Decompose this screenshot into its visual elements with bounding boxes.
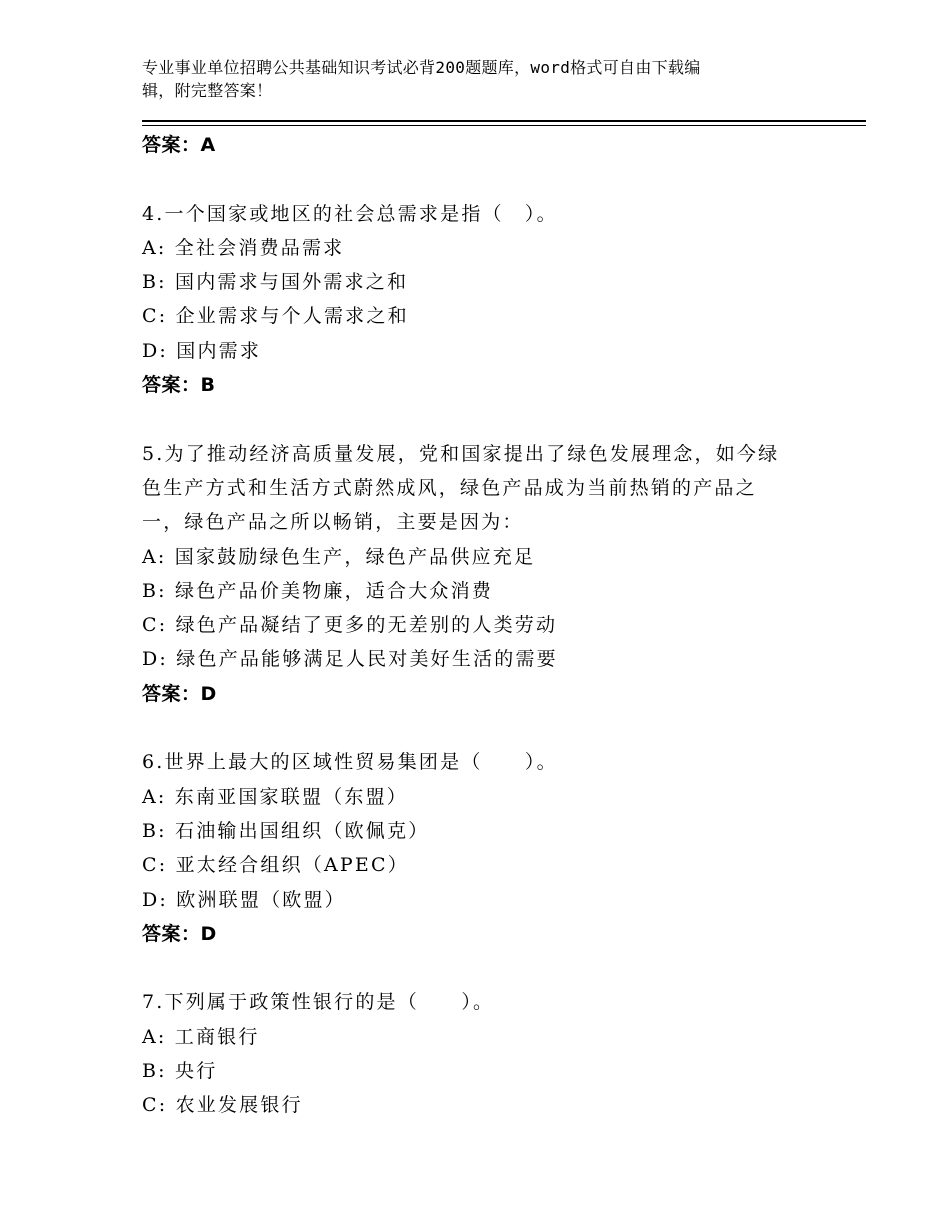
header-line-2: 辑，附完整答案！ [142,81,273,100]
answer: 答案：D [142,922,217,945]
option-c: C: 企业需求与个人需求之和 [142,305,409,328]
spacer [142,162,812,196]
question-7 [142,985,812,1122]
option-d: D: 国内需求 [142,339,262,362]
spacer [142,951,812,985]
question-stem: 5.为了推动经济高质量发展，党和国家提出了绿色发展理念，如今绿 [142,442,780,465]
option-c: C: 亚太经合组织（APEC） [142,854,409,877]
option-b: B: 绿色产品价美物廉，适合大众消费 [142,579,494,602]
header-line-1: 专业事业单位招聘公共基础知识考试必背200题题库，word格式可自由下载编 [142,58,701,77]
header-rule-thick [142,120,866,122]
answer: 答案：D [142,682,217,705]
spacer [142,402,812,436]
answer-previous: 答案：A [142,134,216,156]
question-4 [142,197,812,403]
question-list [142,128,812,1123]
header-rule-thin [142,125,866,126]
option-d: D: 绿色产品能够满足人民对美好生活的需要 [142,648,558,671]
question-stem: 6.世界上最大的区域性贸易集团是（ ）。 [142,751,558,774]
question-6 [142,745,812,951]
question-stem: 色生产方式和生活方式蔚然成风，绿色产品成为当前热销的产品之 [142,476,757,499]
spacer [142,711,812,745]
option-b: B: 国内需求与国外需求之和 [142,271,409,294]
option-b: B: 央行 [142,1060,218,1083]
option-c: C: 绿色产品凝结了更多的无差别的人类劳动 [142,614,558,637]
page-header [142,56,802,102]
option-a: A: 全社会消费品需求 [142,236,345,259]
answer: 答案：B [142,374,216,397]
option-b: B: 石油输出国组织（欧佩克） [142,819,430,842]
option-d: D: 欧洲联盟（欧盟） [142,888,346,911]
question-5 [142,437,812,711]
question-stem: 7.下列属于政策性银行的是（ ）。 [142,991,495,1014]
option-c: C: 农业发展银行 [142,1094,303,1117]
question-stem: 一，绿色产品之所以畅销，主要是因为： [142,511,524,534]
option-a: A: 国家鼓励绿色生产，绿色产品供应充足 [142,545,536,568]
option-a: A: 东南亚国家联盟（东盟） [142,785,408,808]
question-stem: 4.一个国家或地区的社会总需求是指（ ）。 [142,202,558,225]
option-a: A: 工商银行 [142,1025,260,1048]
